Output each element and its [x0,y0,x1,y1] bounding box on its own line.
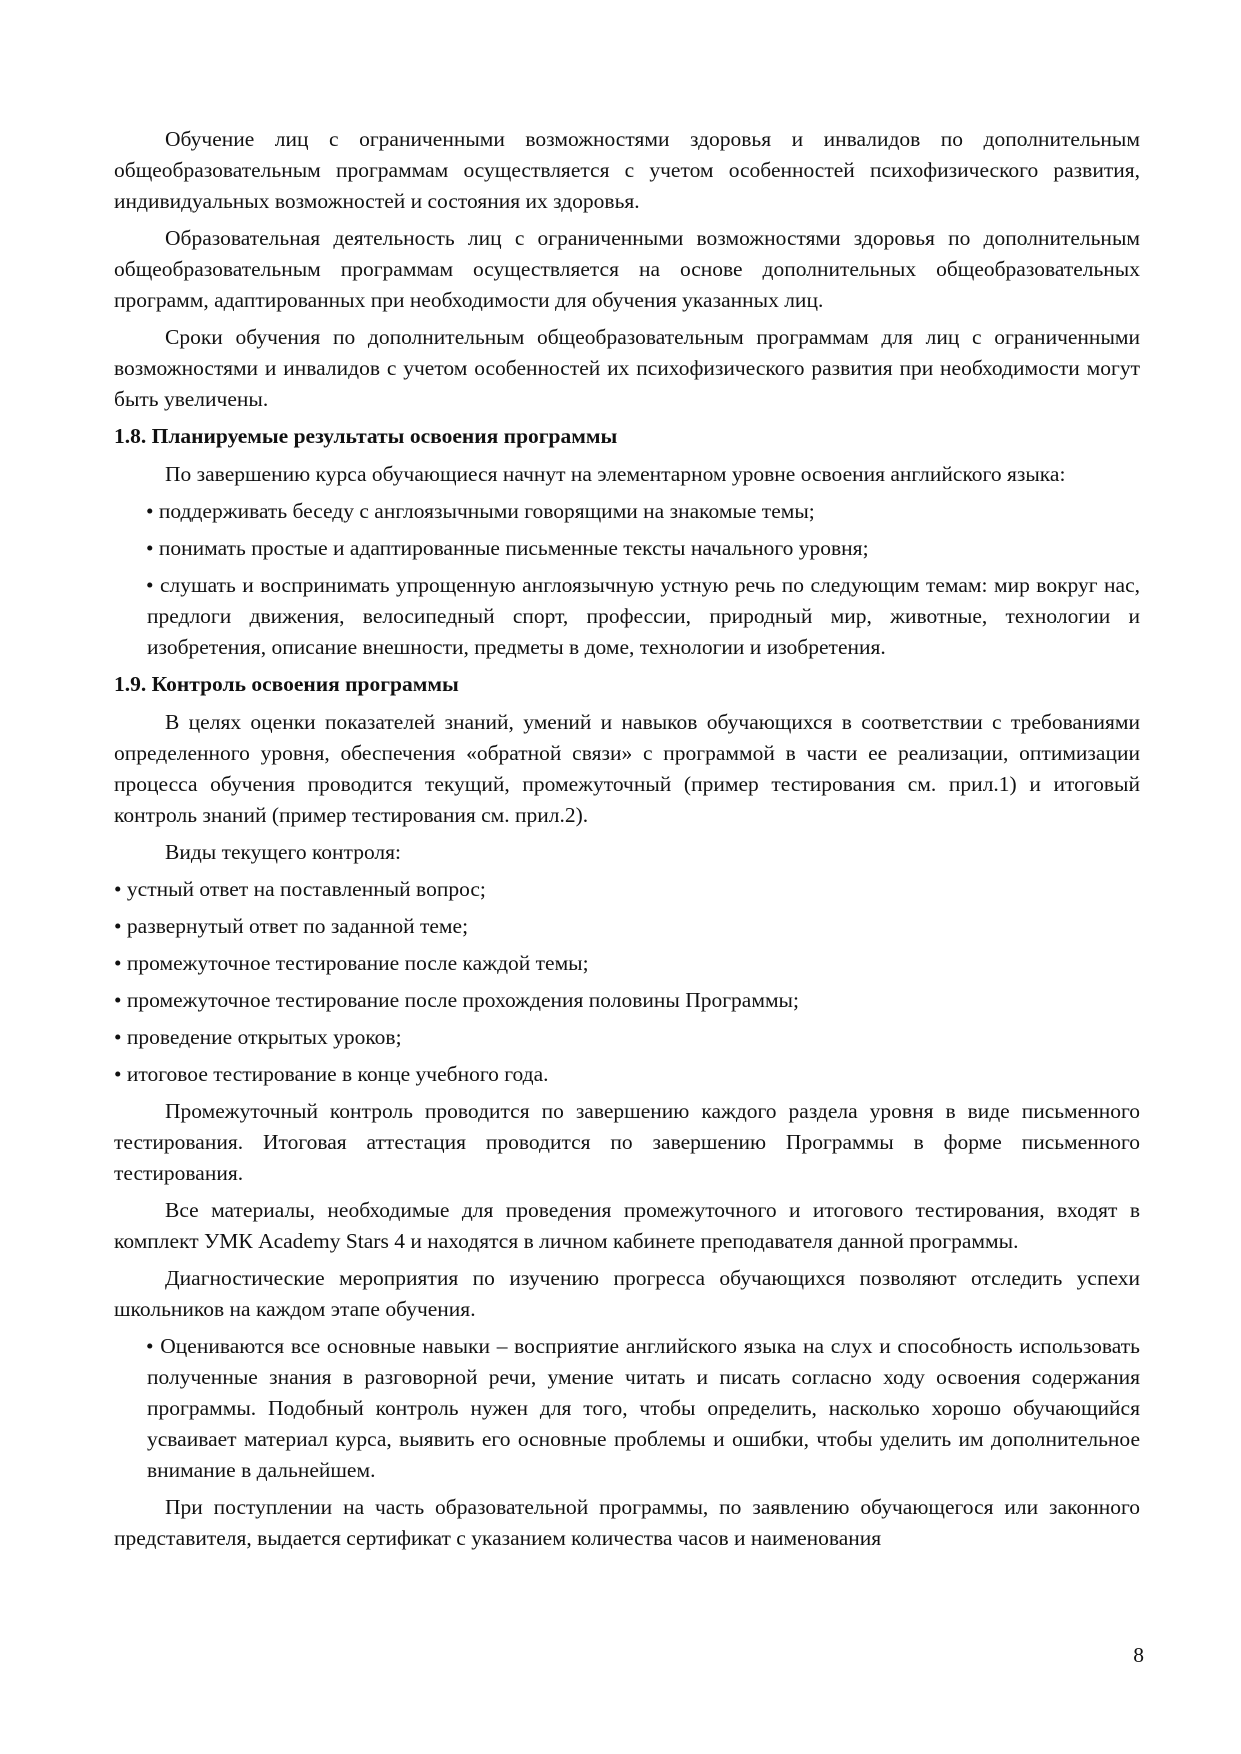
paragraph-educational-activity: Образовательная деятельность лиц с ограниченными возможностями здоровья по дополнительным общеобразовательным программам осуществляется на основе дополнительных общеобразовательных программ, адаптированных при необходимости для обучения указанных лиц. [114,226,1140,312]
document-page [114,124,1140,1554]
list-item-planned-result: • слушать и воспринимать упрощенную англоязычную устную речь по следующим темам: мир вокруг нас, предлоги движения, велосипедный спорт, профессии, природный мир, животные, технологии и изобретения, описание внешности, предметы в доме, технологии и изобретения. [146,573,1140,659]
paragraph-planned-results-intro: По завершению курса обучающиеся начнут на элементарном уровне освоения английского языка: [165,462,1066,486]
list-item-control-type: • итоговое тестирование в конце учебного года. [114,1062,549,1086]
paragraph-control-types-label: Виды текущего контроля: [165,840,402,864]
paragraph-study-terms: Сроки обучения по дополнительным общеобразовательным программам для лиц с ограниченными возможностями и инвалидов с учетом особенностей их психофизического развития при необходимости могут быть увеличены. [114,325,1140,411]
paragraph-intermediate-control: Промежуточный контроль проводится по завершению каждого раздела уровня в виде письменного тестирования. Итоговая аттестация проводится по завершению Программы в форме письменного тестирования. [114,1099,1140,1185]
paragraph-control-intro: В целях оценки показателей знаний, умений и навыков обучающихся в соответствии с требованиями определенного уровня, обеспечения «обратной связи» с программой в части ее реализации, оптимизации процесса обучения проводится текущий, промежуточный (пример тестирования см. прил.1) и итоговый контроль знаний (пример тестирования см. прил.2). [114,710,1140,827]
list-item-control-type: • устный ответ на поставленный вопрос; [114,877,486,901]
paragraph-certificate: При поступлении на часть образовательной программы, по заявлению обучающегося или законного представителя, выдается сертификат с указанием количества часов и наименования [114,1495,1140,1550]
list-item-control-type: • промежуточное тестирование после каждой темы; [114,951,589,975]
list-item-control-type: • промежуточное тестирование после прохождения половины Программы; [114,988,799,1012]
list-item-planned-result: • поддерживать беседу с англоязычными говорящими на знакомые темы; [146,499,815,523]
list-item-planned-result: • понимать простые и адаптированные письменные тексты начального уровня; [146,536,869,560]
section-heading-program-control: 1.9. Контроль освоения программы [114,672,459,696]
section-heading-planned-results: 1.8. Планируемые результаты освоения программы [114,424,618,448]
paragraph-disabled-learners: Обучение лиц с ограниченными возможностями здоровья и инвалидов по дополнительным общеобразовательным программам осуществляется с учетом особенностей психофизического развития, индивидуальных возможностей и состояния их здоровья. [114,127,1140,213]
list-item-skills-assessment: • Оцениваются все основные навыки – восприятие английского языка на слух и способность использовать полученные знания в разговорной речи, умение читать и писать согласно ходу освоения содержания программы. Подобный контроль нужен для того, чтобы определить, насколько хорошо обучающийся усваивает материал курса, выявить его основные проблемы и ошибки, чтобы уделить им дополнительное внимание в дальнейшем. [146,1334,1140,1482]
paragraph-diagnostics: Диагностические мероприятия по изучению прогресса обучающихся позволяют отследить успехи школьников на каждом этапе обучения. [114,1266,1140,1321]
paragraph-test-materials: Все материалы, необходимые для проведения промежуточного и итогового тестирования, входят в комплект УМК Academy Stars 4 и находятся в личном кабинете преподавателя данной программы. [114,1198,1140,1253]
page-number: 8 [1133,1643,1144,1667]
list-item-control-type: • проведение открытых уроков; [114,1025,402,1049]
list-item-control-type: • развернутый ответ по заданной теме; [114,914,469,938]
